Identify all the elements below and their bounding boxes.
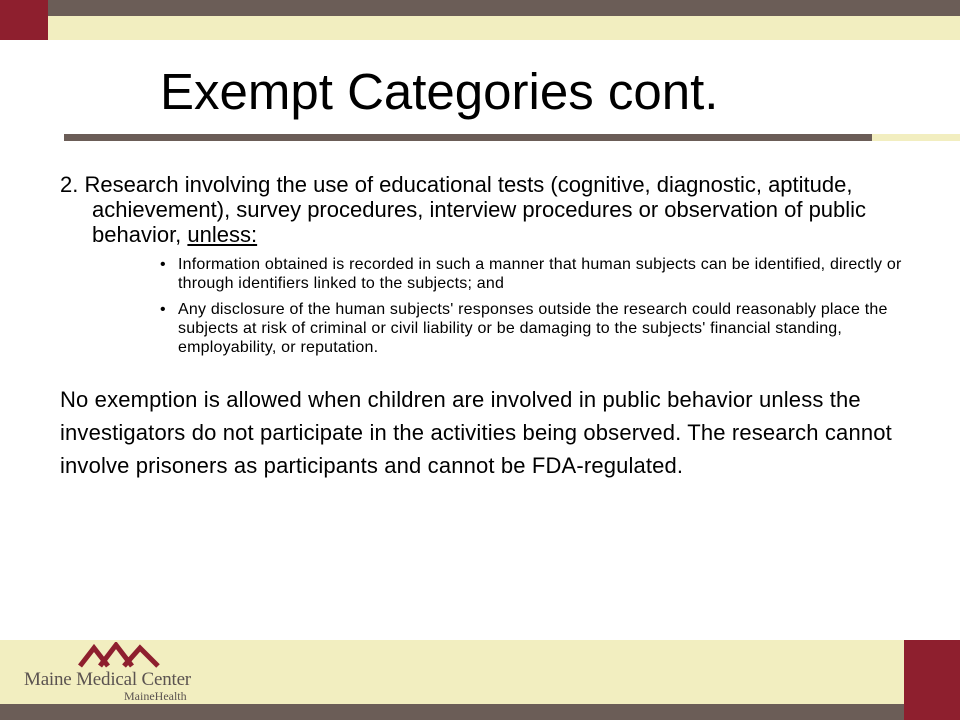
slide-content (60, 172, 910, 482)
top-red-square (0, 0, 48, 40)
exempt-item-2-text: 2. Research involving the use of educational tests (cognitive, diagnostic, aptitude, achievement), survey procedures, interview procedures or observation of public behavior, (60, 172, 867, 247)
bottom-red-square (904, 640, 960, 720)
condition-item (160, 300, 910, 357)
exempt-item-2-unless: unless: (187, 222, 258, 247)
exemption-note: No exemption is allowed when children are involved in public behavior unless the investigators do not participate in the activities being observed. The research cannot involve prisoners as participants and cannot be FDA-regulated. (60, 387, 892, 478)
bottom-bar (0, 704, 960, 720)
condition-text: Information obtained is recorded in such a manner that human subjects can be identified, directly or through identifiers linked to the subjects; and (178, 256, 902, 292)
condition-item (160, 255, 910, 293)
slide-title: Exempt Categories cont. (160, 63, 719, 120)
logo-subtitle: MaineHealth (124, 689, 187, 703)
title-rule-accent (872, 134, 960, 141)
bullet-icon: • (160, 256, 166, 273)
bullet-icon: • (160, 301, 166, 318)
mountain-peaks-icon (78, 642, 164, 668)
logo-name: Maine Medical Center (24, 669, 191, 690)
condition-list (60, 255, 910, 357)
maine-medical-center-logo (22, 642, 202, 702)
top-cream-band (48, 16, 960, 40)
top-bar (0, 0, 960, 16)
title-rule (64, 134, 872, 141)
condition-text: Any disclosure of the human subjects' responses outside the research could reasonably place the subjects at risk of criminal or civil liability or be damaging to the subjects' financial standing, employability, or reputation. (178, 301, 888, 356)
exempt-item-2 (60, 172, 910, 247)
